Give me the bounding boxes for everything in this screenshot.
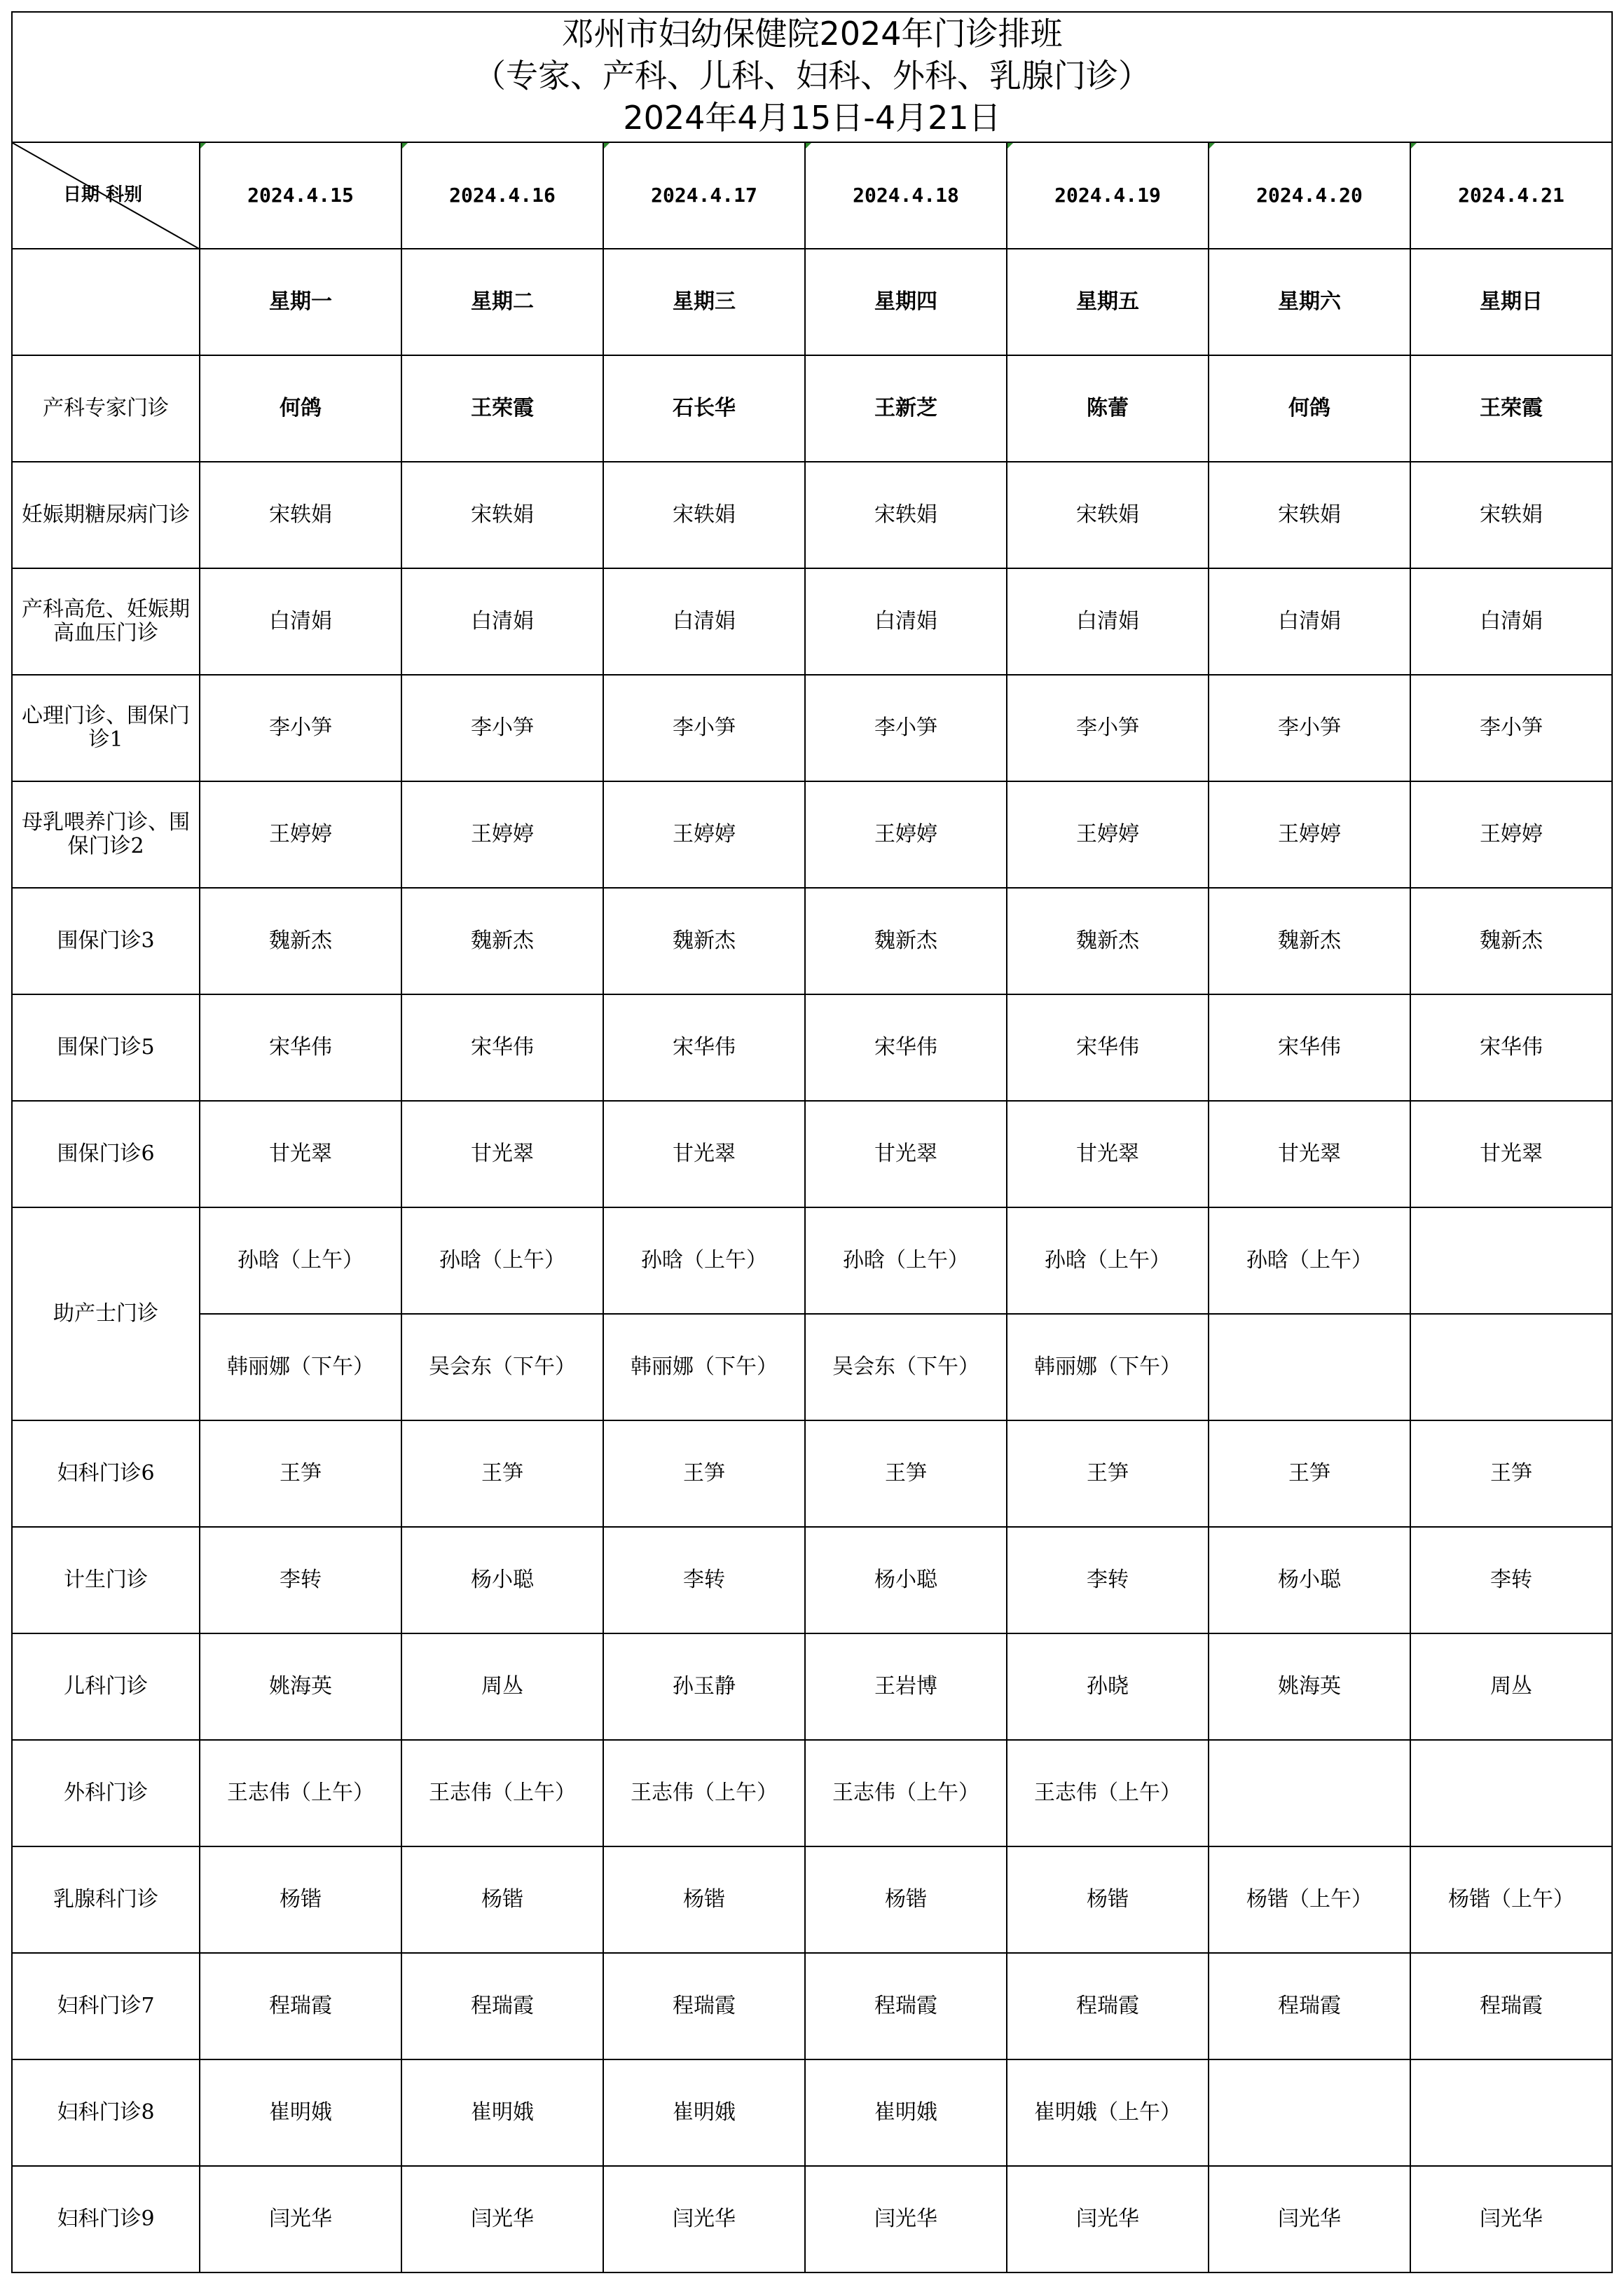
table-row [12, 675, 1612, 781]
cell-marker-icon [604, 143, 610, 149]
schedule-cell: 王婷婷 [603, 781, 805, 888]
schedule-cell [1410, 1207, 1612, 1314]
schedule-cell: 李小笋 [805, 675, 1007, 781]
schedule-cell: 魏新杰 [200, 888, 401, 994]
schedule-cell [1410, 2059, 1612, 2166]
schedule-cell: 王荣霞 [401, 355, 603, 462]
schedule-cell: 魏新杰 [603, 888, 805, 994]
dept-label: 计生门诊 [12, 1527, 200, 1633]
header-row-weekdays [12, 249, 1612, 355]
schedule-table [11, 142, 1613, 2273]
schedule-cell: 王笋 [603, 1420, 805, 1527]
schedule-cell: 王婷婷 [805, 781, 1007, 888]
schedule-cell: 宋华伟 [1007, 994, 1209, 1101]
schedule-cell: 甘光翠 [805, 1101, 1007, 1207]
table-row [12, 355, 1612, 462]
schedule-cell: 魏新杰 [805, 888, 1007, 994]
schedule-cell: 石长华 [603, 355, 805, 462]
schedule-cell: 魏新杰 [1007, 888, 1209, 994]
schedule-cell: 王婷婷 [1209, 781, 1410, 888]
dept-label: 妇科门诊7 [12, 1953, 200, 2059]
schedule-cell: 宋华伟 [805, 994, 1007, 1101]
schedule-cell: 甘光翠 [1209, 1101, 1410, 1207]
date-header: 2024.4.17 [603, 142, 805, 249]
schedule-cell: 白清娟 [1007, 568, 1209, 675]
schedule-cell: 王志伟（上午） [1007, 1740, 1209, 1846]
schedule-cell: 白清娟 [200, 568, 401, 675]
dept-label: 助产士门诊 [12, 1207, 200, 1420]
schedule-cell: 宋轶娟 [1007, 462, 1209, 568]
schedule-cell: 甘光翠 [603, 1101, 805, 1207]
weekday-header: 星期三 [603, 249, 805, 355]
schedule-cell: 孙晗（上午） [1007, 1207, 1209, 1314]
schedule-cell: 姚海英 [200, 1633, 401, 1740]
schedule-cell: 王笋 [1410, 1420, 1612, 1527]
schedule-cell: 闫光华 [603, 2166, 805, 2272]
cell-marker-icon [806, 143, 811, 149]
schedule-cell: 王笋 [401, 1420, 603, 1527]
schedule-cell: 闫光华 [1007, 2166, 1209, 2272]
schedule-cell: 王志伟（上午） [401, 1740, 603, 1846]
schedule-cell: 李小笋 [1209, 675, 1410, 781]
date-header: 2024.4.16 [401, 142, 603, 249]
table-row [12, 2059, 1612, 2166]
corner-header-cell [12, 142, 200, 249]
schedule-cell: 韩丽娜（下午） [603, 1314, 805, 1420]
schedule-cell: 孙晗（上午） [200, 1207, 401, 1314]
schedule-cell: 宋轶娟 [200, 462, 401, 568]
table-row [12, 1207, 1612, 1314]
schedule-cell: 王志伟（上午） [805, 1740, 1007, 1846]
corner-label: 日期 科别 [63, 184, 143, 205]
schedule-cell: 李小笋 [401, 675, 603, 781]
weekday-header: 星期四 [805, 249, 1007, 355]
table-row [12, 888, 1612, 994]
title-line-2: （专家、产科、儿科、妇科、外科、乳腺门诊） [474, 57, 1150, 95]
table-row [12, 2166, 1612, 2272]
table-row [12, 1953, 1612, 2059]
schedule-cell: 王笋 [200, 1420, 401, 1527]
schedule-cell: 程瑞霞 [200, 1953, 401, 2059]
schedule-cell: 王婷婷 [401, 781, 603, 888]
title-block [11, 11, 1613, 142]
schedule-cell: 李转 [1007, 1527, 1209, 1633]
schedule-cell: 李小笋 [1410, 675, 1612, 781]
schedule-cell: 杨小聪 [401, 1527, 603, 1633]
header-row-dates [12, 142, 1612, 249]
date-header: 2024.4.19 [1007, 142, 1209, 249]
schedule-cell: 杨小聪 [805, 1527, 1007, 1633]
schedule-cell: 王婷婷 [200, 781, 401, 888]
schedule-cell: 王荣霞 [1410, 355, 1612, 462]
schedule-cell: 宋华伟 [603, 994, 805, 1101]
schedule-cell: 闫光华 [401, 2166, 603, 2272]
schedule-cell: 闫光华 [1410, 2166, 1612, 2272]
schedule-cell [1410, 1740, 1612, 1846]
cell-marker-icon [1209, 143, 1215, 149]
table-row [12, 1314, 1612, 1420]
date-header: 2024.4.20 [1209, 142, 1410, 249]
schedule-cell: 杨锴 [805, 1846, 1007, 1953]
dept-label: 围保门诊6 [12, 1101, 200, 1207]
cell-marker-icon [200, 143, 206, 149]
schedule-cell: 杨锴 [1007, 1846, 1209, 1953]
dept-label: 围保门诊5 [12, 994, 200, 1101]
schedule-cell: 王笋 [1209, 1420, 1410, 1527]
schedule-cell: 宋华伟 [1209, 994, 1410, 1101]
schedule-cell: 孙晗（上午） [805, 1207, 1007, 1314]
schedule-cell: 崔明娥 [603, 2059, 805, 2166]
weekday-header: 星期一 [200, 249, 401, 355]
schedule-cell: 魏新杰 [1410, 888, 1612, 994]
cell-marker-icon [402, 143, 408, 149]
dept-label: 妊娠期糖尿病门诊 [12, 462, 200, 568]
title-line-3: 2024年4月15日-4月21日 [623, 99, 1001, 137]
dept-label: 产科高危、妊娠期高血压门诊 [12, 568, 200, 675]
schedule-cell: 王志伟（上午） [603, 1740, 805, 1846]
schedule-cell: 吴会东（下午） [401, 1314, 603, 1420]
schedule-cell: 王志伟（上午） [200, 1740, 401, 1846]
schedule-cell: 孙晗（上午） [401, 1207, 603, 1314]
schedule-cell [1209, 1740, 1410, 1846]
table-row [12, 462, 1612, 568]
schedule-cell: 宋华伟 [1410, 994, 1612, 1101]
dept-label: 儿科门诊 [12, 1633, 200, 1740]
schedule-cell: 程瑞霞 [1007, 1953, 1209, 2059]
schedule-cell: 宋华伟 [401, 994, 603, 1101]
schedule-cell: 杨锴 [200, 1846, 401, 1953]
schedule-cell: 李转 [603, 1527, 805, 1633]
schedule-cell: 李小笋 [603, 675, 805, 781]
weekday-header: 星期五 [1007, 249, 1209, 355]
table-row [12, 1846, 1612, 1953]
cell-marker-icon [1007, 143, 1013, 149]
schedule-cell [1209, 2059, 1410, 2166]
table-row [12, 1633, 1612, 1740]
schedule-cell: 李转 [1410, 1527, 1612, 1633]
date-header: 2024.4.18 [805, 142, 1007, 249]
table-row [12, 1527, 1612, 1633]
schedule-cell: 李转 [200, 1527, 401, 1633]
schedule-cell: 韩丽娜（下午） [200, 1314, 401, 1420]
date-header: 2024.4.15 [200, 142, 401, 249]
schedule-cell: 韩丽娜（下午） [1007, 1314, 1209, 1420]
table-row [12, 781, 1612, 888]
schedule-cell: 宋轶娟 [805, 462, 1007, 568]
schedule-sheet [11, 11, 1611, 2270]
schedule-cell: 甘光翠 [1007, 1101, 1209, 1207]
weekday-header: 星期二 [401, 249, 603, 355]
schedule-cell: 白清娟 [805, 568, 1007, 675]
dept-label: 乳腺科门诊 [12, 1846, 200, 1953]
table-row [12, 994, 1612, 1101]
schedule-cell: 王笋 [1007, 1420, 1209, 1527]
schedule-cell: 王婷婷 [1410, 781, 1612, 888]
weekday-header: 星期日 [1410, 249, 1612, 355]
dept-label: 围保门诊3 [12, 888, 200, 994]
schedule-cell: 王笋 [805, 1420, 1007, 1527]
schedule-cell: 程瑞霞 [1209, 1953, 1410, 2059]
dept-label: 妇科门诊6 [12, 1420, 200, 1527]
schedule-cell: 宋轶娟 [603, 462, 805, 568]
dept-label: 母乳喂养门诊、围保门诊2 [12, 781, 200, 888]
schedule-cell [1209, 1314, 1410, 1420]
schedule-cell: 周丛 [1410, 1633, 1612, 1740]
schedule-cell: 何鸽 [200, 355, 401, 462]
schedule-cell: 魏新杰 [1209, 888, 1410, 994]
table-row [12, 1101, 1612, 1207]
schedule-cell: 崔明娥 [805, 2059, 1007, 2166]
table-row [12, 568, 1612, 675]
schedule-cell: 李小笋 [200, 675, 401, 781]
dept-label: 妇科门诊8 [12, 2059, 200, 2166]
schedule-cell: 程瑞霞 [603, 1953, 805, 2059]
schedule-cell: 王新芝 [805, 355, 1007, 462]
schedule-cell [1410, 1314, 1612, 1420]
schedule-cell: 白清娟 [1410, 568, 1612, 675]
schedule-cell: 孙晗（上午） [603, 1207, 805, 1314]
schedule-cell: 宋轶娟 [401, 462, 603, 568]
schedule-cell: 宋华伟 [200, 994, 401, 1101]
schedule-cell: 闫光华 [1209, 2166, 1410, 2272]
schedule-cell: 崔明娥 [200, 2059, 401, 2166]
schedule-cell: 孙晗（上午） [1209, 1207, 1410, 1314]
schedule-cell: 甘光翠 [1410, 1101, 1612, 1207]
schedule-cell: 杨锴（上午） [1410, 1846, 1612, 1953]
schedule-cell: 李小笋 [1007, 675, 1209, 781]
schedule-cell: 杨锴（上午） [1209, 1846, 1410, 1953]
schedule-cell: 杨锴 [401, 1846, 603, 1953]
schedule-cell: 姚海英 [1209, 1633, 1410, 1740]
title-line-1: 邓州市妇幼保健院2024年门诊排班 [561, 15, 1063, 53]
schedule-cell: 崔明娥 [401, 2059, 603, 2166]
schedule-cell: 白清娟 [1209, 568, 1410, 675]
schedule-cell: 杨锴 [603, 1846, 805, 1953]
schedule-cell: 周丛 [401, 1633, 603, 1740]
schedule-cell: 宋轶娟 [1209, 462, 1410, 568]
schedule-cell: 吴会东（下午） [805, 1314, 1007, 1420]
schedule-cell: 闫光华 [200, 2166, 401, 2272]
schedule-cell: 王婷婷 [1007, 781, 1209, 888]
schedule-cell: 白清娟 [401, 568, 603, 675]
cell-marker-icon [1411, 143, 1417, 149]
empty-header-cell [12, 249, 200, 355]
schedule-cell: 闫光华 [805, 2166, 1007, 2272]
weekday-header: 星期六 [1209, 249, 1410, 355]
schedule-cell: 孙玉静 [603, 1633, 805, 1740]
schedule-cell: 程瑞霞 [805, 1953, 1007, 2059]
schedule-cell: 程瑞霞 [401, 1953, 603, 2059]
schedule-cell: 孙晓 [1007, 1633, 1209, 1740]
date-header: 2024.4.21 [1410, 142, 1612, 249]
schedule-cell: 杨小聪 [1209, 1527, 1410, 1633]
dept-label: 外科门诊 [12, 1740, 200, 1846]
schedule-cell: 魏新杰 [401, 888, 603, 994]
table-row [12, 1740, 1612, 1846]
dept-label: 心理门诊、围保门诊1 [12, 675, 200, 781]
schedule-cell: 白清娟 [603, 568, 805, 675]
schedule-cell: 何鸽 [1209, 355, 1410, 462]
schedule-cell: 陈蕾 [1007, 355, 1209, 462]
schedule-cell: 程瑞霞 [1410, 1953, 1612, 2059]
schedule-cell: 崔明娥（上午） [1007, 2059, 1209, 2166]
dept-label: 妇科门诊9 [12, 2166, 200, 2272]
table-row [12, 1420, 1612, 1527]
schedule-cell: 宋轶娟 [1410, 462, 1612, 568]
schedule-cell: 王岩博 [805, 1633, 1007, 1740]
dept-label: 产科专家门诊 [12, 355, 200, 462]
schedule-cell: 甘光翠 [401, 1101, 603, 1207]
schedule-cell: 甘光翠 [200, 1101, 401, 1207]
